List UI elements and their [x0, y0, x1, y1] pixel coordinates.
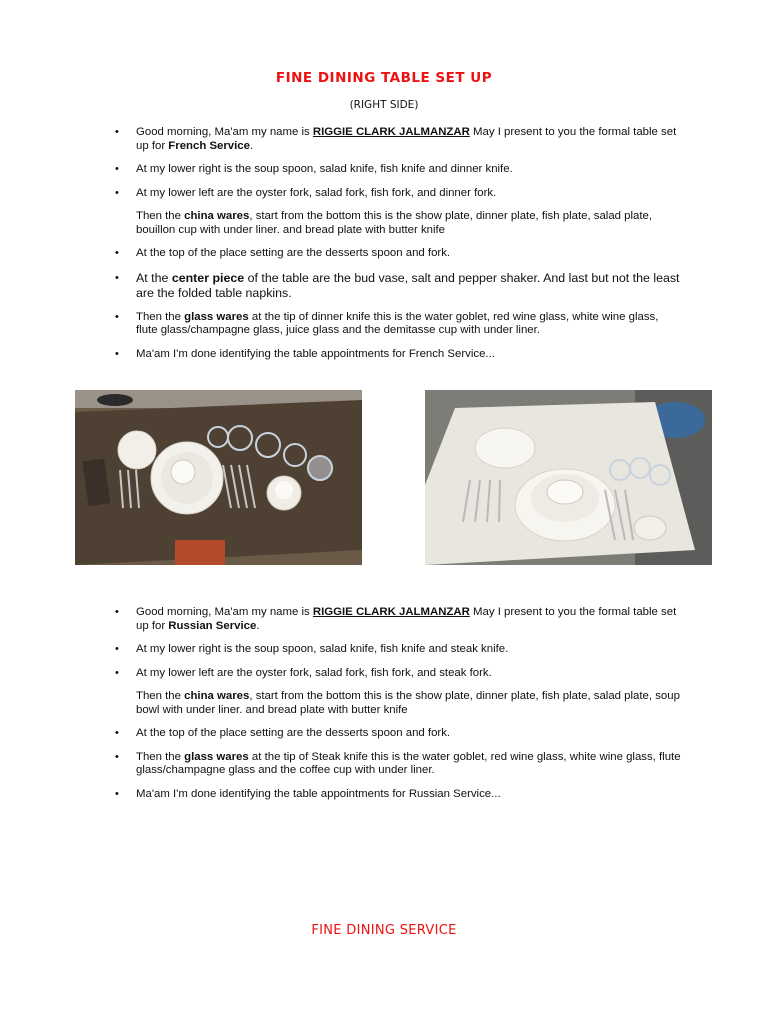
russian-bullet-item — [112, 643, 682, 657]
russian-bullet-item — [112, 751, 682, 778]
text-run: Then the — [136, 210, 185, 222]
text-run: Then the — [136, 310, 185, 323]
text-run: At my lower right is the soup spoon, salad knife, fish knife and dinner knife. — [136, 163, 513, 175]
text-run: May I present to you the formal table set up for — [136, 606, 677, 632]
russian-bullet-item — [112, 727, 682, 741]
text-run: RIGGIE CLARK JALMANZAR — [312, 126, 470, 138]
french-bullet-item — [112, 348, 682, 362]
text-run: At the top of the place setting are the desserts spoon and fork. — [136, 247, 451, 259]
text-run: . — [256, 619, 260, 632]
russian-bullet-item — [112, 667, 682, 681]
russian-table-setup-photo — [425, 390, 712, 565]
text-run: At my lower left are the oyster fork, salad fork, fish fork, and steak fork. — [136, 666, 492, 679]
french-bullet-item — [112, 247, 682, 261]
text-run: Good morning, Ma'am my name is — [136, 606, 313, 618]
text-run: Then the — [136, 750, 185, 763]
text-run: center piece — [171, 270, 245, 285]
text-run: glass wares — [184, 750, 249, 763]
text-run: RIGGIE CLARK JALMANZAR — [312, 606, 470, 618]
text-run: . — [249, 139, 254, 152]
french-bullet-item — [112, 187, 682, 201]
text-run: Russian Service — [168, 619, 257, 632]
text-run: china wares — [184, 690, 250, 702]
french-bullet-item — [112, 163, 682, 177]
text-run: Ma'am I'm done identifying the table appointments for Russian Service... — [136, 787, 501, 800]
text-run: At my lower right is the soup spoon, salad knife, fish knife and steak knife. — [136, 643, 509, 655]
text-run: May I present to you the formal table set up for — [136, 126, 677, 152]
text-run: , start from the bottom this is the show plate, dinner plate, fish plate, salad plate, soup bowl with under liner. and bread plate with butter knife — [136, 690, 680, 716]
text-run: Then the — [136, 690, 185, 702]
french-table-setup-photo — [75, 390, 362, 565]
russian-service-section — [112, 606, 682, 811]
text-run: At my lower left are the oyster fork, salad fork, fish fork, and dinner fork. — [136, 186, 497, 199]
document-footer: FINE DINING SERVICE — [311, 923, 457, 938]
document-title: FINE DINING TABLE SET UP — [275, 70, 493, 86]
document-subtitle: (RIGHT SIDE) — [349, 99, 419, 111]
text-run: French Service — [168, 139, 250, 152]
text-run: glass wares — [184, 310, 249, 323]
text-run: china wares — [184, 210, 250, 222]
russian-paragraph — [112, 690, 682, 717]
text-run: at the tip of dinner knife this is the water goblet, red wine glass, white wine glass, flute glass/champagne glass, juice glass and the demitasse cup with under liner. — [136, 310, 659, 336]
french-bullet-item — [112, 126, 682, 153]
russian-bullet-item — [112, 606, 682, 633]
text-run: Ma'am I'm done identifying the table appointments for French Service... — [136, 347, 495, 360]
text-run: , start from the bottom this is the show plate, dinner plate, fish plate, salad plate, bouillon cup with under liner. and bread plate with butter knife — [136, 210, 653, 236]
text-run: at the tip of Steak knife this is the water goblet, red wine glass, white wine glass, flute glass/champagne glass and the coffee cup with under liner. — [136, 750, 681, 776]
text-run: Good morning, Ma'am my name is — [136, 126, 313, 138]
french-bullet-item — [112, 311, 682, 338]
text-run: At the top of the place setting are the desserts spoon and fork. — [136, 727, 451, 739]
french-paragraph — [112, 210, 682, 237]
russian-bullet-item — [112, 788, 682, 802]
text-run: of the table are the bud vase, salt and pepper shaker. And last but not the least are the folded table napkins. — [136, 270, 680, 300]
french-bullet-item — [112, 271, 682, 301]
french-service-section — [112, 126, 682, 371]
text-run: At the — [136, 270, 172, 285]
